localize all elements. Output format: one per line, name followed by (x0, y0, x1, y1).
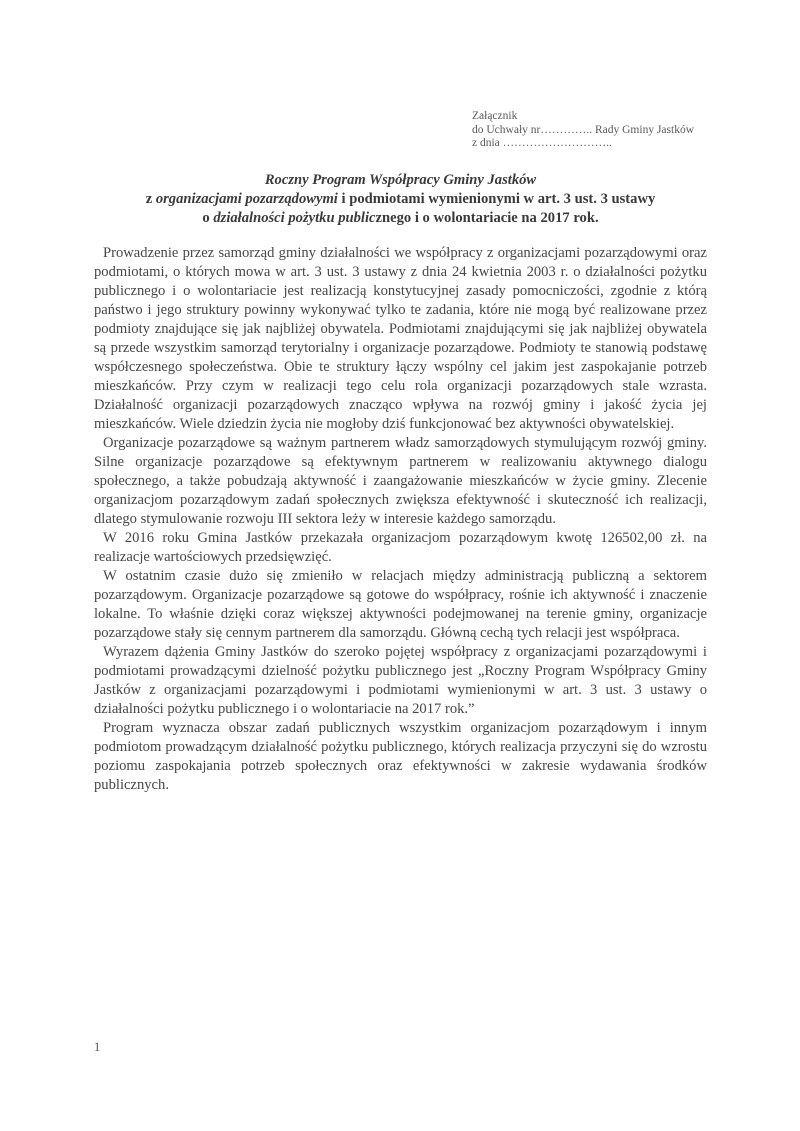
body-paragraph: Wyrazem dążenia Gminy Jastków do szeroko pojętej współpracy z organizacjami pozarządowymi i podmiotami prowadzącymi dzielność pożytku publicznego jest „Roczny Program Współpracy Gminy Jastków z organizacjami pozarządowymi i podmiotami wymienionymi w art. 3 ust. 3 ustawy o działalności pożytku publicznego i o wolontariacie na 2017 rok.” (94, 644, 707, 717)
document-body (94, 244, 707, 795)
title-line-2: z organizacjami pozarządowymi i podmiotami wymienionymi w art. 3 ust. 3 ustawy (145, 191, 656, 207)
document-content (94, 171, 707, 795)
page-number: 1 (94, 1040, 101, 1054)
attachment-note (472, 110, 694, 151)
body-paragraph: W 2016 roku Gmina Jastków przekazała organizacjom pozarządowym kwotę 126502,00 zł. na realizacje wartościowych przedsięwzięć. (94, 530, 707, 565)
body-paragraph: Prowadzenie przez samorząd gminy działalności we współpracy z organizacjami pozarządowymi oraz podmiotami, o których mowa w art. 3 ust. 3 ustawy z dnia 24 kwietnia 2003 r. o działalności pożytku publicznego i o wolontariacie jest realizacją konstytucyjnej zasady pomocniczości, zgodnie z którą państwo i jego struktury powinny wykonywać tylko te zadania, które nie mogą być realizowane przez podmioty znajdujące się jak najbliżej obywatela. Podmiotami znajdującymi się jak najbliżej obywatela są przede wszystkim samorząd terytorialny i organizacje pozarządowe. Podmioty te stanowią podstawę współczesnego społeczeństwa. Obie te struktury łączy wspólny cel jakim jest zaspokajanie potrzeb mieszkańców. Przy czym w realizacji tego celu rola organizacji pozarządowych stale wzrasta. Działalność organizacji pozarządowych znacząco wpływa na rozwój gminy i jakość życia jej mieszkańców. Wiele dziedzin życia nie mogłoby dziś funkcjonować bez aktywności obywatelskiej. (94, 245, 707, 432)
body-paragraph: W ostatnim czasie dużo się zmieniło w relacjach między administracją publiczną a sektorem pozarządowym. Organizacje pozarządowe są gotowe do współpracy, rośnie ich aktywność i znaczenie lokalne. To właśnie dzięki coraz większej aktywności podejmowanej na terenie gminy, organizacje pozarządowe stały się cennym partnerem dla samorządu. Główną cechą tych relacji jest współpraca. (94, 568, 707, 641)
title-line-1: Roczny Program Współpracy Gminy Jastków (264, 172, 537, 188)
body-paragraph: Program wyznacza obszar zadań publicznych wszystkim organizacjom pozarządowym i innym podmiotom prowadzącym działalność pożytku publicznego, których realizacja przyczyni się do wzrostu poziomu zaspokajania potrzeb społecznych oraz efektywności w zakresie wydawania środków publicznych. (94, 720, 707, 793)
attachment-line-3: z dnia ……………………….. (472, 137, 612, 149)
attachment-line-2: do Uchwały nr………….. Rady Gminy Jastków (472, 123, 694, 136)
body-paragraph: Organizacje pozarządowe są ważnym partnerem władz samorządowych stymulującym rozwój gminy. Silne organizacje pozarządowe są efektywnym partnerem w realizowaniu aktywnego dialogu społecznego, a także pobudzają aktywność i zaangażowanie mieszkańców w życie gminy. Zlecenie organizacjom pozarządowym zadań społecznych zwiększa efektywność i skuteczność ich realizacji, dlatego stymulowanie rozwoju III sektora leży w interesie każdego samorządu. (94, 435, 707, 527)
document-title (94, 171, 707, 228)
title-line-3: o działalności pożytku publicznego i o wolontariacie na 2017 rok. (202, 210, 599, 226)
attachment-line-1: Załącznik (472, 110, 518, 122)
